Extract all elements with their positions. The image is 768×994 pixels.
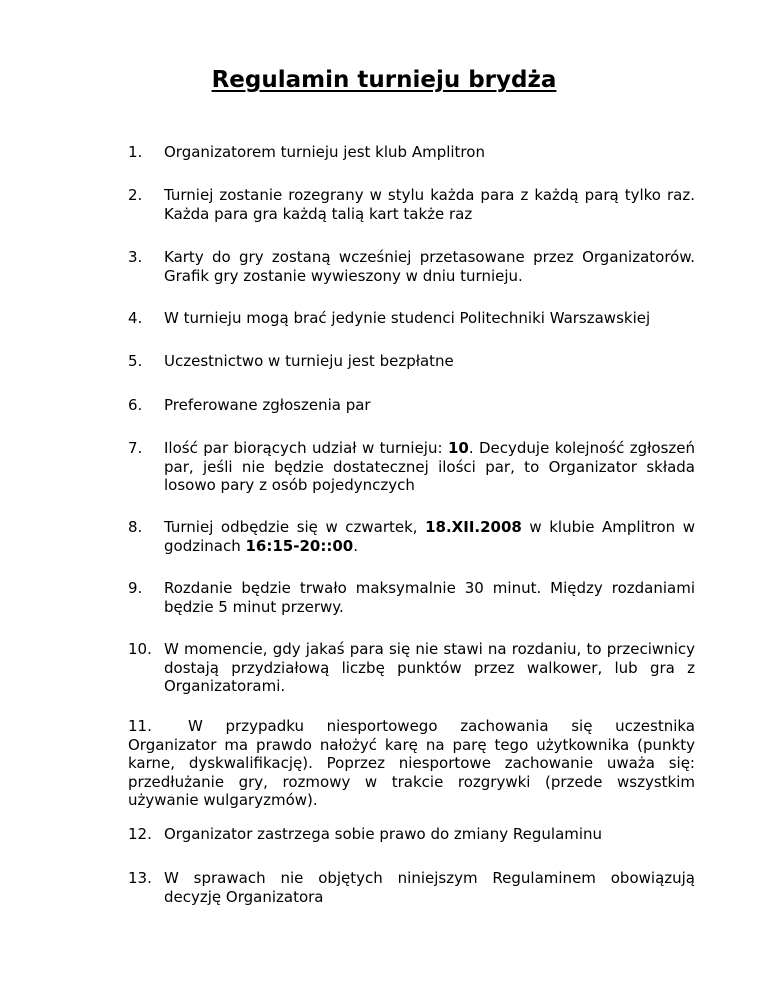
rule-text: W przypadku niesportowego zachowania się uczestnika Organizator ma prawdo nałożyć karę na parę tego użytkownika (punkty karne, dyskwalifikację). Poprzez niesportowe zachowanie uważa się: przedłużanie gry, rozmowy w trakcie rozgrywki (przede wszystkim używanie wulgaryzmów).: [128, 717, 695, 809]
rule-date: 18.XII.2008: [425, 518, 522, 536]
rule-number: 12.: [128, 825, 152, 843]
rule-text: W turnieju mogą brać jedynie studenci Politechniki Warszawskiej: [164, 309, 651, 327]
rule-number: 8.: [128, 518, 143, 536]
rule-text: Karty do gry zostaną wcześniej przetasowane przez Organizatorów. Grafik gry zostanie wywieszony w dniu turnieju.: [164, 248, 695, 285]
rule-number: 6.: [128, 396, 143, 414]
rule-hours: 16:15-20::00: [245, 536, 354, 555]
rule-text: Organizator zastrzega sobie prawo do zmiany Regulaminu: [164, 825, 603, 843]
rule-number: 13.: [128, 869, 152, 887]
rule-text: Turniej zostanie rozegrany w stylu każda para z każdą parą tylko raz. Każda para gra każdą talią kart także raz: [164, 186, 695, 223]
rule-text: Preferowane zgłoszenia par: [164, 396, 371, 414]
rule-text: W sprawach nie objętych niniejszym Regulaminem obowiązują decyzję Organizatora: [164, 869, 695, 906]
rule-text: Rozdanie będzie trwało maksymalnie 30 minut. Między rozdaniami będzie 5 minut przerwy.: [164, 579, 695, 616]
rule-text: Ilość par biorących udział w turnieju: 10. Decyduje kolejność zgłoszeń par, jeśli nie będzie dostatecznej ilości par, to Organizator składa losowo pary z osób pojedynczych: [164, 439, 696, 494]
rule-number: 7.: [128, 439, 143, 457]
rule-number: 11.: [128, 717, 152, 735]
rule-number: 3.: [128, 248, 143, 266]
rule-number: 10.: [128, 640, 152, 658]
rule-text: W momencie, gdy jakaś para się nie stawi na rozdaniu, to przeciwnicy dostają przydziałową liczbę punktów przez walkower, lub gra z Organizatorami.: [164, 640, 695, 695]
rule-number: 4.: [128, 309, 143, 327]
rule-highlight: 10: [447, 439, 469, 457]
rule-text: Uczestnictwo w turnieju jest bezpłatne: [164, 352, 454, 370]
rule-number: 2.: [128, 186, 143, 204]
rule-number: 5.: [128, 352, 143, 370]
rule-number: 1.: [128, 143, 143, 161]
rule-text: Organizatorem turnieju jest klub Amplitron: [164, 143, 485, 161]
page-title: Regulamin turnieju brydża: [211, 67, 557, 93]
rule-text: Turniej odbędzie się w czwartek, 18.XII.2008 w klubie Amplitron w godzinach 16:15-20::00.: [164, 518, 695, 555]
rule-number: 9.: [128, 579, 143, 597]
